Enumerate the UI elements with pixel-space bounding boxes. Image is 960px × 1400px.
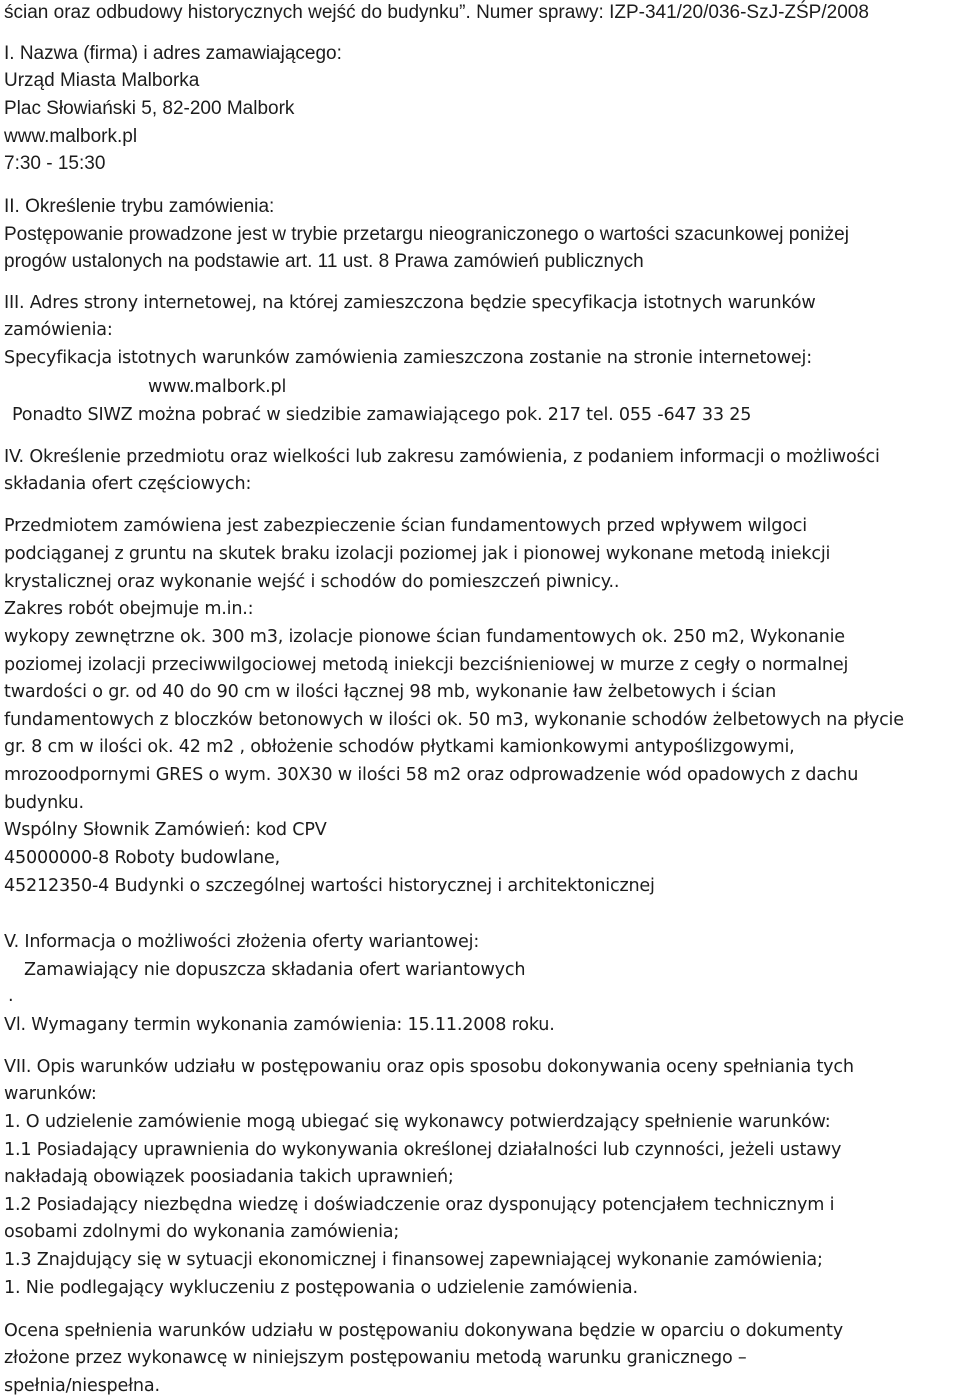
section-4-text: podciąganej z gruntu na skutek braku izolacji poziomej jak i pionowej wykonane metodą iniekcji: [4, 544, 831, 564]
cpv-heading: Wspólny Słownik Zamówień: kod CPV: [4, 820, 327, 840]
cpv-code: 45212350-4 Budynki o szczególnej wartości historycznej i architektonicznej: [4, 876, 655, 896]
section-3-text: Specyfikacja istotnych warunków zamówienia zamieszczona zostanie na stronie internetowej:: [4, 348, 812, 368]
orderer-address: Plac Słowiański 5, 82-200 Malbork: [4, 98, 295, 119]
section-5-heading: V. Informacja o możliwości złożenia oferty wariantowej:: [4, 932, 480, 952]
office-hours: 7:30 - 15:30: [4, 153, 106, 174]
section-3-heading: III. Adres strony internetowej, na której zamieszczona będzie specyfikacja istotnych warunków: [4, 293, 816, 313]
evaluation-text: spełnia/niespełna.: [4, 1376, 160, 1396]
section-4-text: wykopy zewnętrzne ok. 300 m3, izolacje pionowe ścian fundamentowych ok. 250 m2, Wykonanie: [4, 627, 845, 647]
siwz-website-link[interactable]: www.malbork.pl: [148, 377, 287, 397]
section-4-text: fundamentowych z bloczków betonowych w ilości ok. 50 m3, wykonanie schodów żelbetowych na płycie: [4, 710, 904, 730]
section-1-heading: I. Nazwa (firma) i adres zamawiającego:: [4, 43, 342, 64]
section-7-text: 1.3 Znajdujący się w sytuacji ekonomicznej i finansowej zapewniającej wykonanie zamówienia;: [4, 1250, 823, 1270]
header-case-number-line: ścian oraz odbudowy historycznych wejść do budynku”. Numer sprawy: IZP-341/20/036-SzJ-ZŚP/2008: [4, 2, 869, 23]
section-7-text: 1. Nie podlegający wykluczeniu z postępowania o udzielenie zamówienia.: [4, 1278, 638, 1298]
section-4-text: budynku.: [4, 793, 84, 813]
section-4-heading: IV. Określenie przedmiotu oraz wielkości lub zakresu zamówienia, z podaniem informacji o możliwości: [4, 447, 880, 467]
section-2-heading: II. Określenie trybu zamówienia:: [4, 196, 275, 217]
evaluation-text: złożone przez wykonawcę w niniejszym postępowaniu metodą warunku granicznego –: [4, 1348, 747, 1368]
section-4-text: twardości o gr. od 40 do 90 cm w ilości łącznej 98 mb, wykonanie ław żelbetowych i ścian: [4, 682, 777, 702]
section-5-text: Zamawiający nie dopuszcza składania ofert wariantowych: [24, 960, 526, 980]
section-2-text: Postępowanie prowadzone jest w trybie przetargu nieograniczonego o wartości szacunkowej poniżej: [4, 224, 849, 245]
stray-dot: .: [8, 986, 14, 1006]
section-4-text: poziomej izolacji przeciwwilgociowej metodą iniekcji bezciśnieniowej w murze z cegły o normalnej: [4, 655, 849, 675]
section-4-text: Przedmiotem zamówiena jest zabezpieczenie ścian fundamentowych przed wpływem wilgoci: [4, 516, 807, 536]
evaluation-text: Ocena spełnienia warunków udziału w postępowaniu dokonywana będzie w oparciu o dokumenty: [4, 1321, 843, 1341]
section-4-text: Zakres robót obejmuje m.in.:: [4, 599, 254, 619]
section-2-text: progów ustalonych na podstawie art. 11 ust. 8 Prawa zamówień publicznych: [4, 251, 644, 272]
section-3-heading: zamówienia:: [4, 320, 113, 340]
section-4-text: gr. 8 cm w ilości ok. 42 m2 , obłożenie schodów płytkami kamionkowymi antypoślizgowymi,: [4, 737, 795, 757]
section-3-text: Ponadto SIWZ można pobrać w siedzibie zamawiającego pok. 217 tel. 055 -647 33 25: [12, 405, 752, 425]
section-4-text: krystalicznej oraz wykonanie wejść i schodów do pomieszczeń piwnicy..: [4, 572, 620, 592]
orderer-name: Urząd Miasta Malborka: [4, 70, 200, 91]
section-7-text: nakładają obowiązek poosiadania takich uprawnień;: [4, 1167, 454, 1187]
section-7-heading: warunków:: [4, 1084, 97, 1104]
section-7-text: 1.1 Posiadający uprawnienia do wykonywania określonej działalności lub czynności, jeżeli ustawy: [4, 1140, 842, 1160]
orderer-website: www.malbork.pl: [4, 126, 138, 147]
section-4-heading: składania ofert częściowych:: [4, 474, 252, 494]
cpv-code: 45000000-8 Roboty budowlane,: [4, 848, 280, 868]
section-7-heading: VII. Opis warunków udziału w postępowaniu oraz opis sposobu dokonywania oceny spełniania tych: [4, 1057, 854, 1077]
section-7-text: 1.2 Posiadający niezbędna wiedzę i doświadczenie oraz dysponujący potencjałem technicznym i: [4, 1195, 835, 1215]
section-7-text: osobami zdolnymi do wykonania zamówienia;: [4, 1222, 400, 1242]
section-6-heading: Vl. Wymagany termin wykonania zamówienia: 15.11.2008 roku.: [4, 1015, 555, 1035]
section-4-text: mrozoodpornymi GRES o wym. 30X30 w ilości 58 m2 oraz odprowadzenie wód opadowych z dachu: [4, 765, 859, 785]
section-7-text: 1. O udzielenie zamówienie mogą ubiegać się wykonawcy potwierdzający spełnienie warunków:: [4, 1112, 831, 1132]
